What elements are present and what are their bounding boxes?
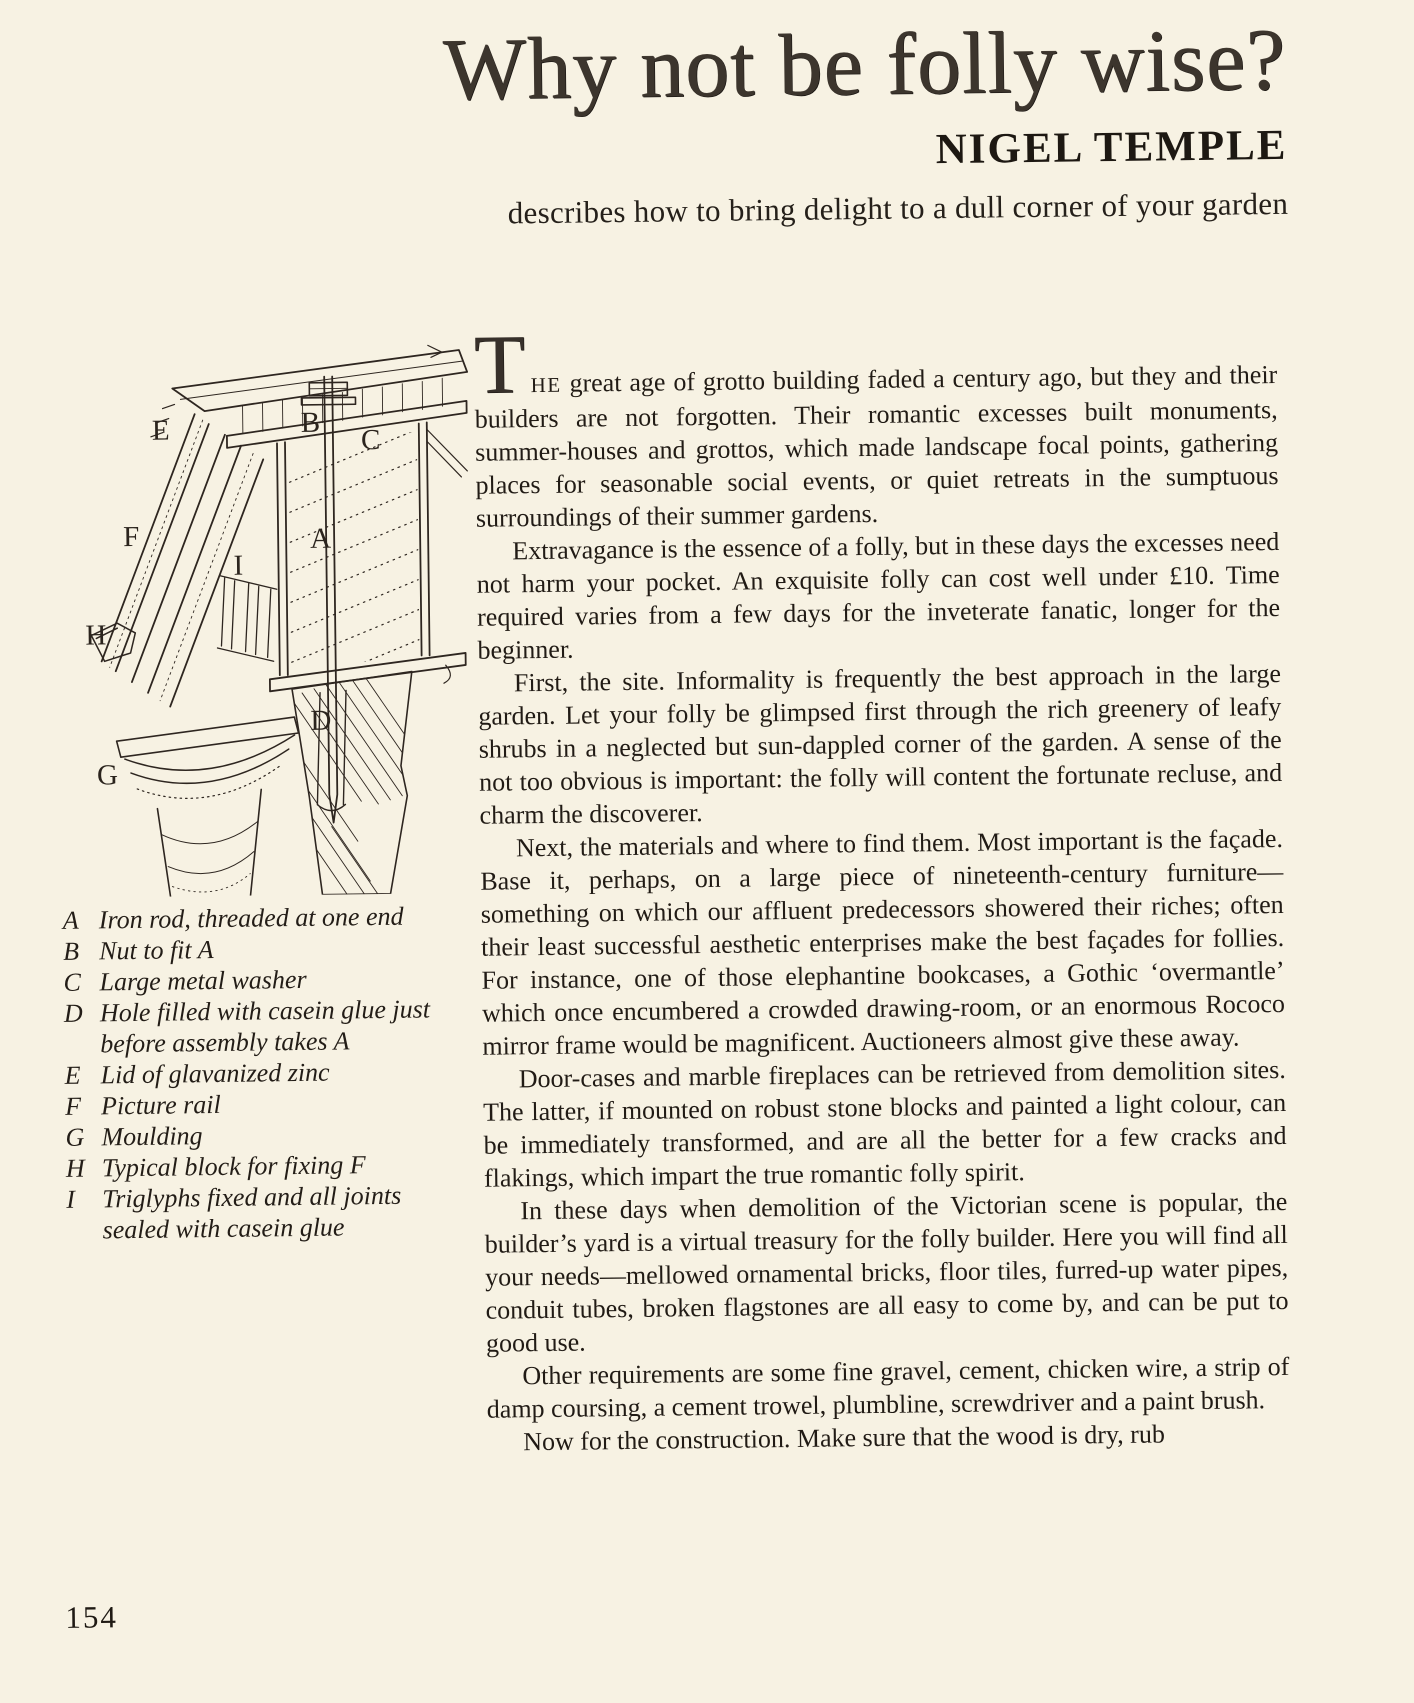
page-number: 154 [65,1599,119,1635]
legend-item [64,993,467,1060]
legend-text: Large metal washer [99,964,307,997]
page-title: Why not be folly wise? [442,11,1287,120]
figure-label-b: B [300,406,321,439]
legend-key: C [63,967,82,997]
legend-text: Lid of glavanized zinc [100,1057,330,1090]
article-header [80,11,1289,237]
figure-label-i: I [233,549,244,582]
paragraph: Other requirements are some fine gravel, cement, chicken wire, a strip of damp coursing, a cement trowel, plumbline, screwdriver and a paint brush. [486,1351,1290,1424]
legend-key: A [62,905,79,935]
article-body [473,318,1291,1459]
assembly-diagram-figure [76,335,475,898]
drop-cap: T [473,318,528,412]
legend-item [65,1086,467,1122]
legend-text: Picture rail [100,1089,221,1121]
legend-text: Triglyphs fixed and all joints sealed with casein glue [102,1180,402,1245]
figure-label-e: E [151,414,170,447]
figure-label-g: G [96,759,119,792]
figure-label-a: A [309,522,332,555]
figure-label-d: D [310,704,332,737]
legend-key: H [65,1153,85,1183]
legend-item [63,931,465,967]
legend-key: E [64,1060,81,1090]
legend-item [66,1148,468,1184]
paragraph-text: great age of grotto building faded a century ago, but they and their builders are not forgotten. Their romantic excesses built monuments, summer-houses and grottos, which made landscape focal points, gathering places for seasonable social events, or quiet retreats in the sumptuous surroundings of their summer gardens. [474,359,1279,533]
figure-label-c: C [360,423,381,457]
legend-item [63,962,465,998]
legend-key: F [64,1091,82,1121]
legend-text: Hole filled with casein glue just before assembly takes A [99,994,431,1059]
legend-text: Typical block for fixing F [101,1150,366,1183]
legend-item [66,1179,469,1246]
legend-text: Moulding [101,1121,203,1152]
paragraph: Extravagance is the essence of a folly, but in these days the excesses need not harm your pocket. An exquisite folly can cost well under £10. Time required varies from a few days for the inveterate fanatic, longer for the beginner. [476,526,1281,665]
figure-label-h: H [85,619,107,652]
legend-key: I [66,1184,76,1214]
paragraph [473,318,1279,535]
cornice-assembly-illustration [76,335,475,898]
legend-item [63,900,465,936]
legend-key: G [65,1122,85,1152]
lead-in-small-caps: HE [530,372,562,398]
paragraph: Door-cases and marble fireplaces can be retrieved from demolition sites. The latter, if mounted on robust stone blocks and painted a light colour, can be immediately transformed, and are all the better for a few cracks and flakings, which impart the true romantic folly spirit. [483,1054,1287,1193]
legend-item [65,1055,467,1091]
legend-key: B [63,936,80,966]
author-byline: NIGEL TEMPLE [935,122,1288,174]
figure-label-f: F [122,520,140,554]
paragraph: Now for the construction. Make sure that the wood is dry, rub [523,1419,1166,1457]
legend-item [65,1117,467,1153]
paragraph: In these days when demolition of the Victorian scene is popular, the builder’s yard is a virtual treasury for the folly builder. Here you will find all your needs—mellowed ornamental bricks, floor tiles, furred-up water pipes, conduit tubes, broken flagstones are all easy to come by, and can be put to good use. [484,1186,1289,1358]
legend-text: Iron rod, threaded at one end [98,901,404,935]
legend-text: Nut to fit A [99,935,214,966]
figure-legend [63,900,469,1246]
paragraph: Next, the materials and where to find them. Most important is the façade. Base it, perhaps, on a large piece of nineteenth-century furniture—something on which our affluent predecessors showered their riches; often their least successful aesthetic enterprises make the best façades for follies. For instance, one of those elephantine bookcases, a Gothic ‘overmantle’ which once encumbered a crowded drawing-room, or an enormous Rococo mirror frame would be magnificent. Auctioneers almost give these away. [480,823,1286,1061]
article-subtitle: describes how to bring delight to a dull corner of your garden [507,186,1289,231]
paragraph: First, the site. Informality is frequently the best approach in the large garden. Let your folly be glimpsed first through the rich greenery of leafy shrubs in a neglected but sun-dappled corner of the garden. A sense of the not too obvious is important: the folly will content the fortunate recluse, and charm the discoverer. [478,658,1283,830]
legend-key: D [63,998,83,1028]
